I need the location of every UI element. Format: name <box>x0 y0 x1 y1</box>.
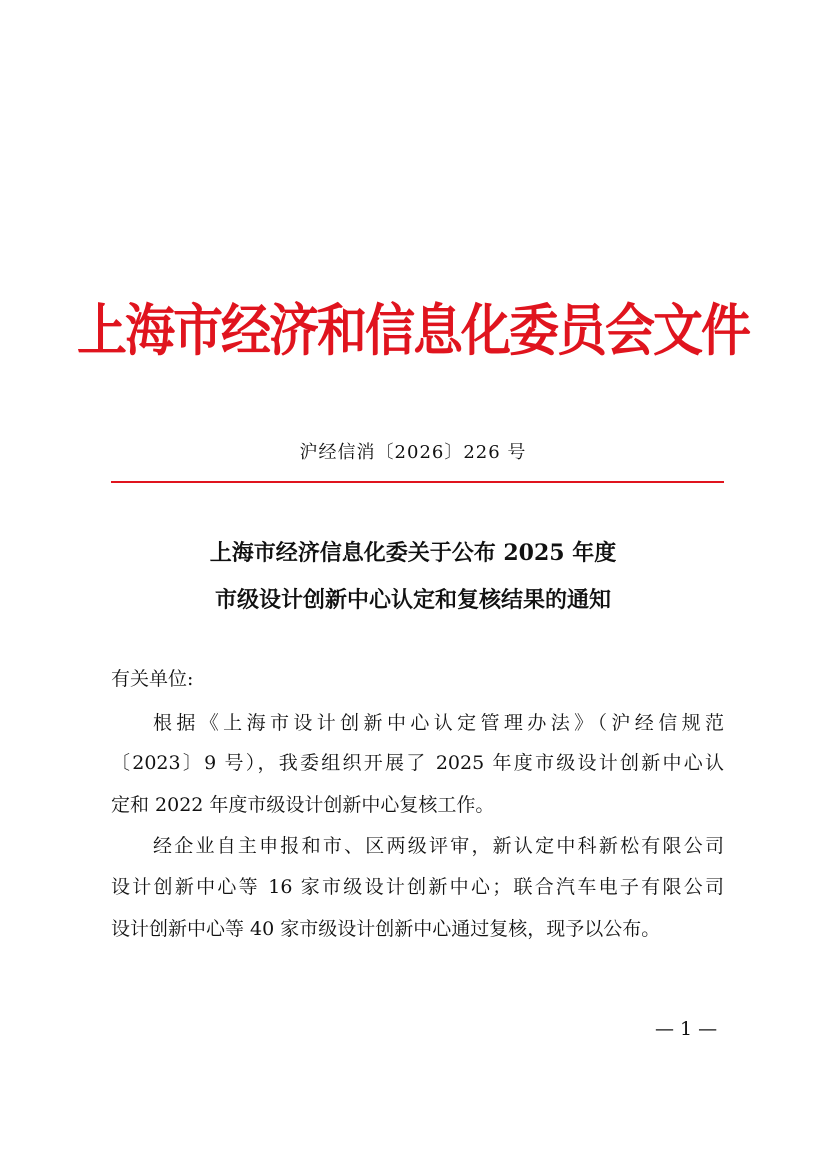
document-number: 沪经信消〔2026〕226 号 <box>299 442 527 463</box>
issuing-organization-header: 上海市经济和信息化委员会文件 <box>77 297 749 364</box>
paragraph-1-line-2: 〔2023〕9 号），我委组织开展了 2025 年度市级设计创新中心认 <box>111 752 724 774</box>
paragraph-1-line-3: 定和 2022 年度市级设计创新中心复核工作。 <box>111 794 495 816</box>
paragraph-2-line-3: 设计创新中心等 40 家市级设计创新中心通过复核，现予以公布。 <box>111 918 661 940</box>
red-separator-line <box>111 481 724 483</box>
salutation: 有关单位: <box>111 668 194 690</box>
page-number: — 1 — <box>655 1018 718 1040</box>
paragraph-2-line-1: 经企业自主申报和市、区两级评审，新认定中科新松有限公司 <box>153 835 724 857</box>
paragraph-1-line-1: 根据《上海市设计创新中心认定管理办法》（沪经信规范 <box>153 712 724 734</box>
paragraph-2-line-2: 设计创新中心等 16 家市级设计创新中心；联合汽车电子有限公司 <box>111 876 724 898</box>
document-title-line-1: 上海市经济信息化委关于公布 2025 年度 <box>209 540 617 566</box>
document-title-line-2: 市级设计创新中心认定和复核结果的通知 <box>214 587 611 613</box>
